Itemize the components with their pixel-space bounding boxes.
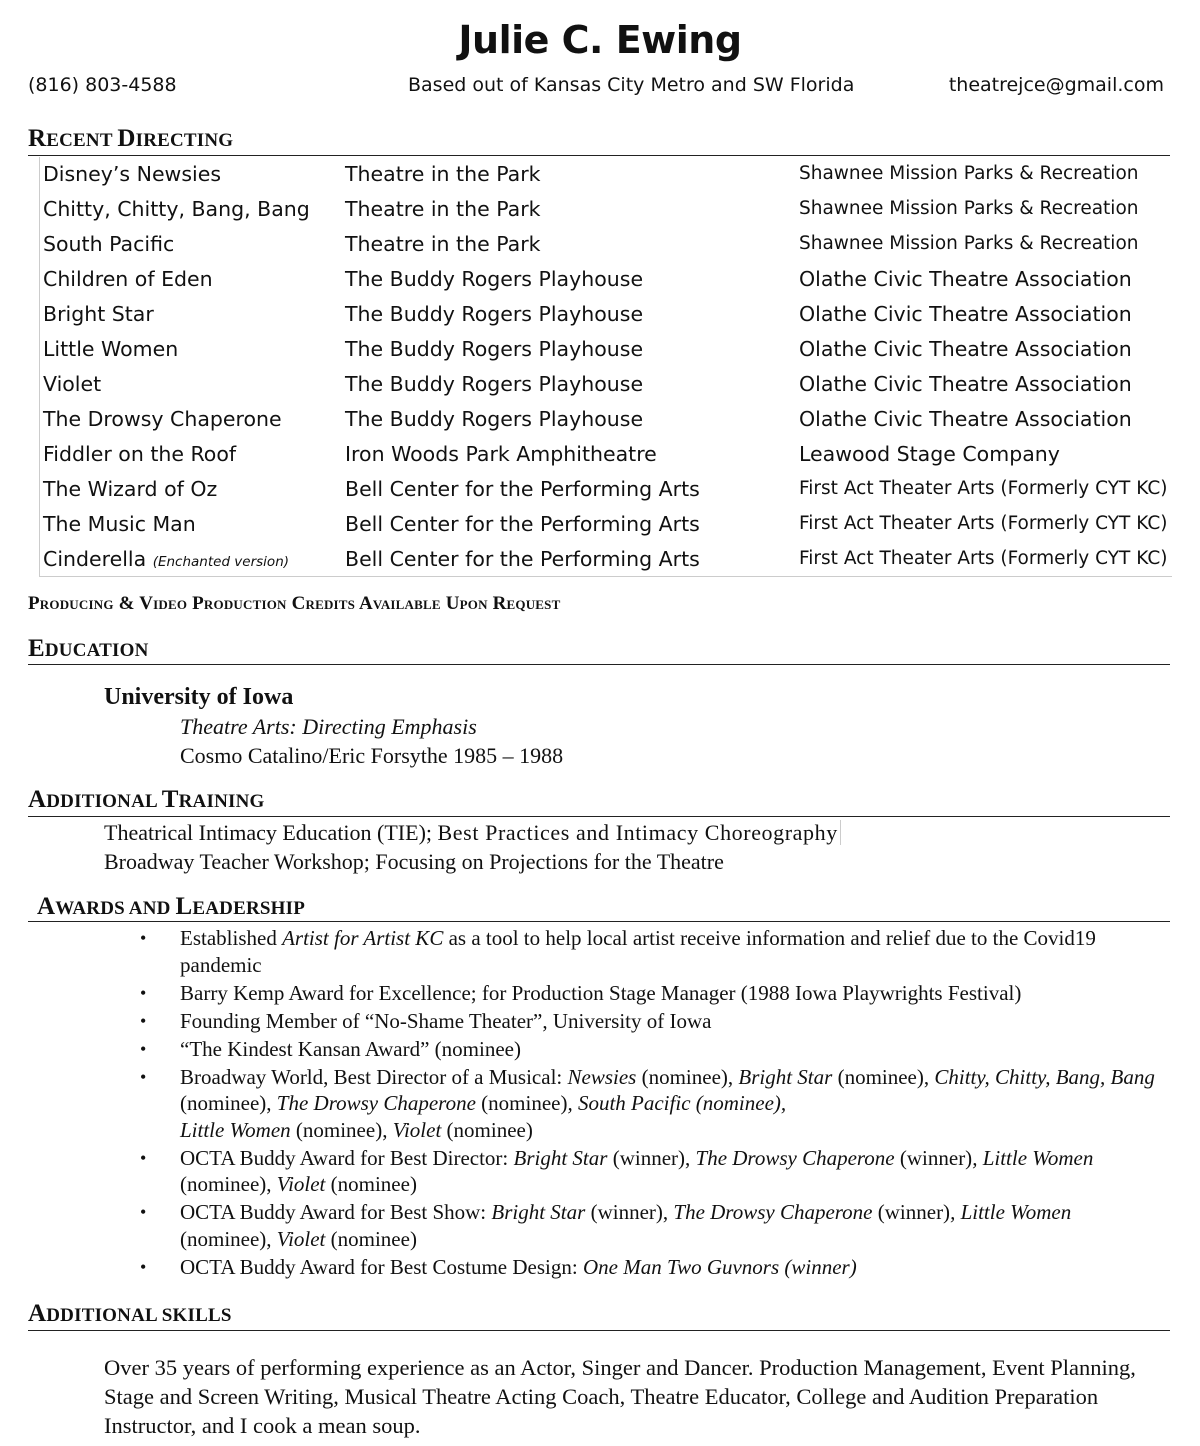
company: First Act Theater Arts (Formerly CYT KC) bbox=[799, 548, 1168, 569]
table-row bbox=[40, 157, 1173, 192]
bullet: • bbox=[140, 1202, 147, 1222]
show-title: Bright Star bbox=[43, 302, 154, 326]
company: Shawnee Mission Parks & Recreation bbox=[799, 233, 1139, 254]
list-item: • OCTA Buddy Award for Best Show: Bright Star (winner), The Drowsy Chaperone (winner), Little Women (nominee), Violet (nominee) bbox=[140, 1200, 1072, 1251]
table-row bbox=[40, 437, 1173, 472]
show-title: Little Women bbox=[43, 337, 179, 361]
venue: The Buddy Rogers Playhouse bbox=[345, 372, 644, 396]
show-title: The Wizard of Oz bbox=[43, 477, 218, 501]
resume-name: Julie C. Ewing bbox=[458, 18, 742, 62]
company: Shawnee Mission Parks & Recreation bbox=[799, 163, 1139, 184]
education-details: Cosmo Catalino/Eric Forsythe 1985 – 1988 bbox=[180, 743, 564, 768]
table-row bbox=[40, 192, 1173, 227]
education-heading: EDUCATION bbox=[28, 635, 149, 662]
show-title: Disney’s Newsies bbox=[43, 162, 221, 186]
company: Olathe Civic Theatre Association bbox=[799, 407, 1132, 431]
show-title: The Drowsy Chaperone bbox=[43, 407, 282, 431]
venue: Bell Center for the Performing Arts bbox=[345, 547, 700, 571]
school-name: University of Iowa bbox=[104, 684, 294, 710]
show-title: Chitty, Chitty, Bang, Bang bbox=[43, 197, 310, 221]
awards-list bbox=[140, 925, 1160, 1282]
venue: The Buddy Rogers Playhouse bbox=[345, 337, 644, 361]
list-item: • Barry Kemp Award for Excellence; for Production Stage Manager (1988 Iowa Playwrights Festival) bbox=[140, 980, 1022, 1005]
list-item: • “The Kindest Kansan Award” (nominee) bbox=[140, 1036, 521, 1061]
show-title: The Music Man bbox=[43, 512, 196, 536]
venue: Iron Woods Park Amphitheatre bbox=[345, 442, 657, 466]
additional-skills-heading: ADDITIONAL SKILLS bbox=[28, 1300, 232, 1327]
table-row bbox=[40, 297, 1173, 332]
company: Olathe Civic Theatre Association bbox=[799, 302, 1132, 326]
list-item: • Founding Member of “No-Shame Theater”, University of Iowa bbox=[140, 1008, 712, 1033]
table-row bbox=[40, 402, 1173, 437]
bullet: • bbox=[140, 928, 147, 948]
venue: Bell Center for the Performing Arts bbox=[345, 477, 700, 501]
company: Shawnee Mission Parks & Recreation bbox=[799, 198, 1139, 219]
list-item: • OCTA Buddy Award for Best Costume Design: One Man Two Guvnors (winner) bbox=[140, 1254, 857, 1279]
venue: Theatre in the Park bbox=[345, 197, 541, 221]
show-note: (Enchanted version) bbox=[152, 554, 290, 570]
venue: The Buddy Rogers Playhouse bbox=[345, 407, 644, 431]
section-divider bbox=[28, 155, 1170, 156]
bullet: • bbox=[140, 1147, 147, 1168]
section-divider bbox=[28, 921, 1170, 922]
table-row bbox=[40, 472, 1173, 507]
producing-heading: Producing & Video Production Credits Available Upon Request bbox=[28, 593, 561, 614]
venue: Theatre in the Park bbox=[345, 232, 541, 256]
table-row bbox=[40, 227, 1173, 262]
directing-table bbox=[39, 157, 1172, 577]
show-title: Cinderella (Enchanted version) bbox=[43, 547, 290, 571]
list-item: • OCTA Buddy Award for Best Director: Bright Star (winner), The Drowsy Chaperone (winner), Little Women (nominee), Violet (nominee) bbox=[140, 1145, 1094, 1196]
show-title: Fiddler on the Roof bbox=[43, 442, 237, 466]
table-row bbox=[40, 262, 1173, 297]
awards-heading: AWARDS AND LEADERSHIP bbox=[37, 893, 306, 920]
company: First Act Theater Arts (Formerly CYT KC) bbox=[799, 478, 1168, 499]
email-address: theatrejce@gmail.com bbox=[948, 74, 1164, 96]
venue: Bell Center for the Performing Arts bbox=[345, 512, 700, 536]
company: Olathe Civic Theatre Association bbox=[799, 372, 1132, 396]
bullet: • bbox=[140, 1066, 147, 1087]
training-line-1: Theatrical Intimacy Education (TIE); Best Practices and Intimacy Choreography bbox=[104, 820, 841, 846]
show-title: Violet bbox=[43, 372, 102, 396]
training-line-2: Broadway Teacher Workshop; Focusing on Projections for the Theatre bbox=[104, 849, 724, 874]
venue: Theatre in the Park bbox=[345, 162, 541, 186]
company: Leawood Stage Company bbox=[799, 442, 1060, 466]
list-item: • Established Artist for Artist KC as a tool to help local artist receive information and relief due to the Covid19 pandemic bbox=[140, 926, 1096, 977]
table-row bbox=[40, 367, 1173, 402]
table-row bbox=[40, 542, 1173, 577]
section-divider bbox=[28, 664, 1170, 665]
bullet: • bbox=[140, 1256, 147, 1277]
venue: The Buddy Rogers Playhouse bbox=[345, 302, 644, 326]
show-title: South Pacific bbox=[43, 232, 175, 256]
company: First Act Theater Arts (Formerly CYT KC) bbox=[799, 513, 1168, 534]
venue: The Buddy Rogers Playhouse bbox=[345, 267, 644, 291]
additional-training-heading: ADDITIONAL TRAINING bbox=[28, 786, 265, 813]
phone-number: (816) 803-4588 bbox=[28, 74, 177, 96]
location-line: Based out of Kansas City Metro and SW Florida bbox=[408, 74, 855, 96]
section-divider bbox=[28, 1330, 1170, 1331]
section-divider bbox=[28, 816, 1170, 817]
bullet: • bbox=[140, 982, 147, 1003]
bullet: • bbox=[140, 1010, 147, 1031]
company: Olathe Civic Theatre Association bbox=[799, 337, 1132, 361]
bullet: • bbox=[140, 1038, 147, 1059]
list-item: • Broadway World, Best Director of a Musical: Newsies (nominee), Bright Star (nominee), Chitty, Chitty, Bang, Bang (nominee), The Drowsy Chaperone (nominee), South Pacific (nominee), Little Women (nominee), Violet (nominee) bbox=[140, 1064, 1155, 1142]
recent-directing-heading: RECENT DIRECTING bbox=[28, 125, 234, 152]
show-title: Children of Eden bbox=[43, 267, 213, 291]
program-name: Theatre Arts: Directing Emphasis bbox=[180, 714, 477, 739]
table-row bbox=[40, 332, 1173, 367]
table-row bbox=[40, 507, 1173, 542]
skills-paragraph: Over 35 years of performing experience as an Actor, Singer and Dancer. Production Management, Event Planning, Stage and Screen Writing, Musical Theatre Acting Coach, Theatre Educator, College and Audition Preparation Instructor, and I cook a mean soup. bbox=[104, 1355, 1136, 1438]
company: Olathe Civic Theatre Association bbox=[799, 267, 1132, 291]
